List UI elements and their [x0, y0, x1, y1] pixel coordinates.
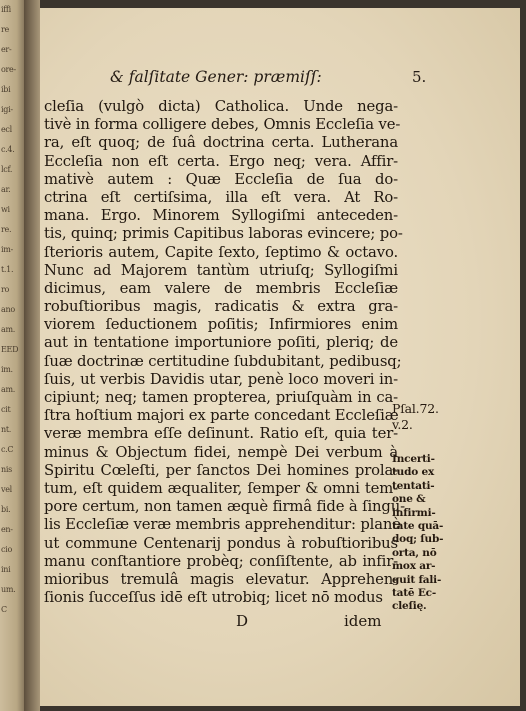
text-line: ſuis, ut verbis Davidis utar, penè loco moveri in- — [44, 370, 398, 388]
running-head: & falſitate Gener: præmiſſ: — [110, 68, 322, 86]
previous-page-edge — [0, 0, 24, 711]
text-line: mativè autem : Quæ Eccleſia de ſua do- — [44, 170, 398, 188]
page-number: 5. — [412, 68, 427, 86]
psalm-reference — [392, 401, 448, 433]
text-line: ſionis ſucceſſus idē eſt utrobiq; licet nō modus — [44, 589, 383, 607]
gloss-line: cleſię. — [392, 600, 427, 613]
previous-page-fragment: er- — [1, 45, 12, 54]
gloss-line: infirmi- — [392, 506, 436, 519]
psalm-reference-line: Pſal.72. — [392, 401, 439, 416]
previous-page-fragment: ar. — [1, 185, 11, 194]
previous-page-fragment: c.C — [1, 445, 14, 454]
previous-page-fragment: igi- — [1, 105, 13, 114]
page-header — [40, 68, 520, 92]
previous-page-fragment: ore- — [1, 65, 16, 74]
previous-page-fragment: lcf. — [1, 165, 13, 174]
previous-page-fragment: wi — [1, 205, 10, 214]
previous-page-fragment: am. — [1, 325, 15, 334]
text-line: ſuæ doctrinæ certitudine ſubdubitant, pedibusq; — [44, 352, 402, 370]
previous-page-fragment: cit — [1, 405, 11, 414]
gloss-line: mox ar- — [392, 560, 436, 573]
text-line: manu conſtantiore probèq; conſiſtente, ab infir- — [44, 552, 398, 570]
previous-page-fragment: ro — [1, 285, 10, 294]
text-line: viorem ſeductionem poſitis; Infirmiores enim — [44, 316, 398, 334]
text-line: pore certum, non tamen æquè firmâ fide à ſingu- — [44, 498, 405, 516]
text-line: aut in tentatione importuniore poſiti, pleriq; de — [44, 334, 398, 352]
previous-page-fragment: c.4. — [1, 145, 15, 154]
gloss-line: tatē Ec- — [392, 587, 436, 600]
previous-page-fragment: nis — [1, 465, 12, 474]
gloss-line: orta, nō — [392, 546, 437, 559]
previous-page-fragment: im- — [1, 245, 13, 254]
previous-page-fragment: ecl — [1, 125, 12, 134]
previous-page-fragment: re. — [1, 225, 12, 234]
text-line: Nunc ad Majorem tantùm utriuſq; Syllogiſmi — [44, 261, 398, 279]
marginal-gloss — [392, 453, 448, 614]
book-page — [40, 8, 520, 706]
previous-page-fragment: en- — [1, 525, 13, 534]
gloss-line: guit fali- — [392, 573, 442, 586]
text-line: cleſia (vulgò dicta) Catholica. Unde nega- — [44, 98, 398, 115]
text-line: ut commune Centenarij pondus à robuſtioribus — [44, 534, 398, 552]
text-line: mana. Ergo. Minorem Syllogiſmi anteceden- — [44, 207, 398, 225]
previous-page-fragment: bi. — [1, 505, 11, 514]
previous-page-fragment: ini — [1, 565, 11, 574]
previous-page-fragment: C — [1, 605, 7, 614]
psalm-reference-line: v.2. — [392, 417, 413, 432]
margin-notes — [392, 401, 448, 614]
text-line: robuſtioribus magis, radicatis & extra gra- — [44, 298, 398, 316]
previous-page-fragment: nt. — [1, 425, 12, 434]
text-line: ra, eſt quoq; de ſuâ doctrina certa. Lutherana — [44, 134, 398, 152]
text-line: veræ membra eſſe deſinunt. Ratio eſt, quia ter- — [44, 425, 398, 443]
catchword: idem — [344, 612, 382, 630]
page-footer — [40, 612, 520, 632]
gloss-line: one & — [392, 493, 426, 506]
text-line: ſterioris autem, Capite ſexto, ſeptimo & octavo. — [44, 243, 398, 261]
gloss-line: doq; ſub- — [392, 533, 444, 546]
previous-page-fragment: re — [1, 25, 9, 34]
previous-page-fragment: ano — [1, 305, 15, 314]
previous-page-fragment: am. — [1, 385, 15, 394]
text-line: Spiritu Cœleſti, per ſanctos Dei homines prola- — [44, 461, 398, 479]
text-line: tum, eſt quidem æqualiter, ſemper & omni tem- — [44, 479, 398, 497]
previous-page-fragment: um. — [1, 585, 16, 594]
previous-page-fragment: cio — [1, 545, 12, 554]
signature-mark: D — [236, 612, 249, 630]
gloss-line: tentati- — [392, 479, 435, 492]
text-line: mioribus tremulâ magis elevatur. Apprehen- — [44, 570, 398, 588]
previous-page-fragment: EED — [1, 345, 19, 354]
text-line: cipiunt; neq; tamen propterea, priuſquàm in ca- — [44, 389, 398, 406]
text-line: minus & Objectum fidei, nempè Dei verbum à — [44, 443, 398, 461]
text-line: dicimus, eam valere de membris Eccleſiæ — [44, 279, 398, 297]
text-line: Eccleſia non eſt certa. Ergo neq; vera. Affir- — [44, 152, 398, 170]
previous-page-fragment: ibi — [1, 85, 11, 94]
text-line: lis Eccleſiæ veræ membris apprehenditur: planè — [44, 516, 401, 534]
gloss-line: Incerti- — [392, 453, 435, 465]
previous-page-fragment: iffi — [1, 5, 11, 14]
text-line: tivè in forma colligere debes, Omnis Eccleſia ve- — [44, 116, 401, 134]
previous-page-fragment: t.1. — [1, 265, 14, 274]
book-gutter — [24, 0, 40, 711]
gloss-line: tudo ex — [392, 466, 435, 479]
previous-page-fragment: vel — [1, 485, 12, 494]
text-line: ſtra hoſtium majori ex parte concedant Eccleſiæ — [44, 407, 399, 425]
previous-page-fragment: im. — [1, 365, 13, 374]
gloss-line: tate quā- — [392, 520, 444, 533]
text-line: tis, quinq; primis Capitibus laboras evincere; po- — [44, 225, 403, 243]
text-line: ctrina eſt certiſsima, illa eſt vera. At Ro- — [44, 188, 398, 206]
